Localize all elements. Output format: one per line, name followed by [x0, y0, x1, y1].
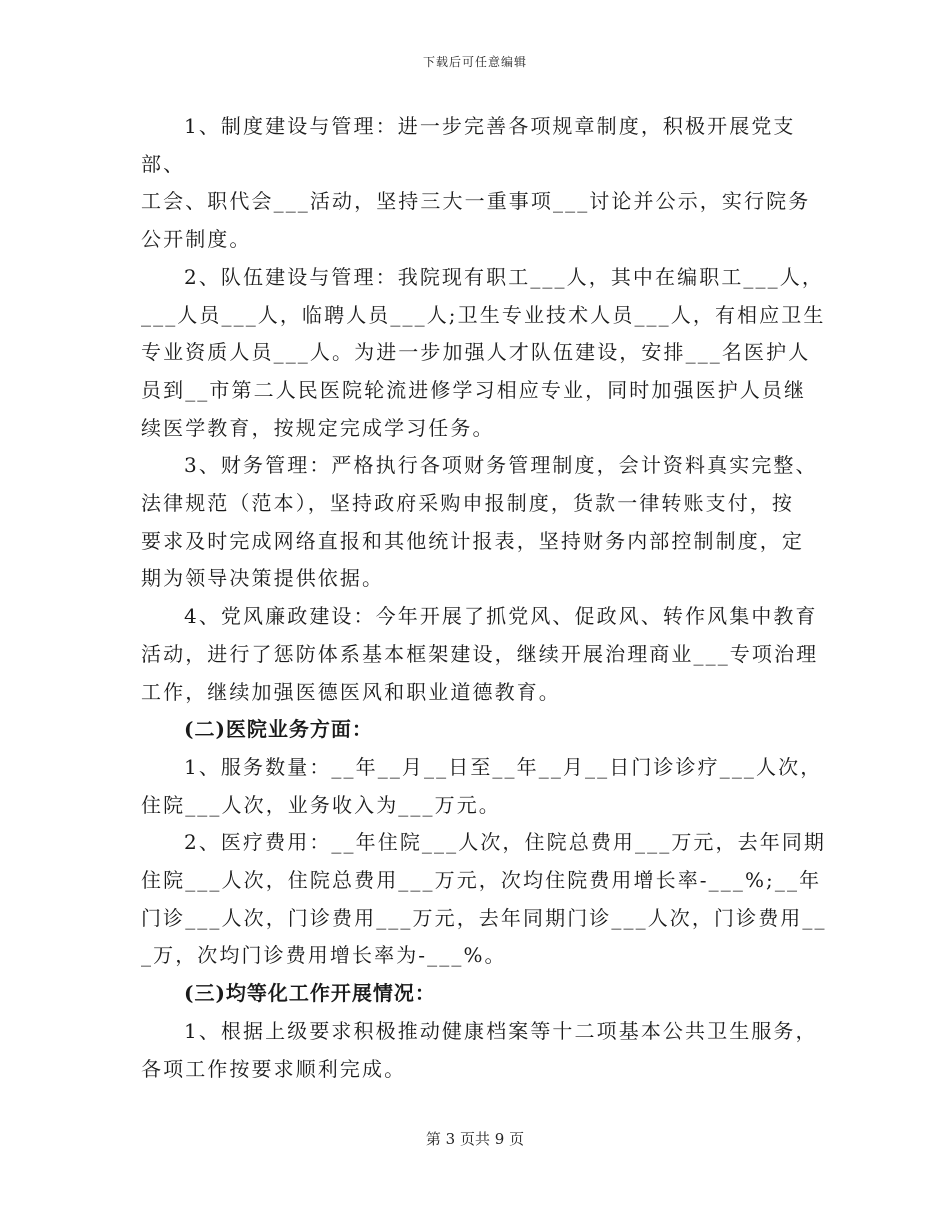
text-line: 公开制度。	[141, 227, 252, 252]
page-header: 下载后可任意编辑	[422, 55, 527, 69]
text-line: 法律规范（范本），坚持政府采购申报制度，货款一律转账支付，按	[141, 491, 794, 516]
text-line: _万，次均门诊费用增长率为-___%。	[141, 943, 507, 968]
text-line: 期为领导决策提供依据。	[141, 566, 385, 591]
text-line: 4、党风廉政建设：今年开展了抓党风、促政风、转作风集中教育	[184, 604, 818, 629]
paragraph-service-volume	[141, 749, 831, 824]
text-line: 工会、职代会___活动，坚持三大一重事项___讨论并公示，实行院务	[141, 189, 811, 214]
text-line: 续医学教育，按规定完成学习任务。	[141, 415, 495, 440]
section-heading-equalization: (三)均等化工作开展情况：	[184, 981, 436, 1006]
text-line: 各项工作按要求顺利完成。	[141, 1056, 407, 1081]
text-line: 活动，进行了惩防体系基本框架建设，继续开展治理商业___专项治理	[141, 641, 819, 666]
paragraph-system-building	[141, 108, 831, 259]
text-line: 1、根据上级要求积极推动健康档案等十二项基本公共卫生服务，	[184, 1018, 818, 1043]
paragraph-public-health	[141, 1013, 831, 1088]
text-line: 1、服务数量：__年__月__日至__年__月__日门诊诊疗___人次，	[184, 754, 823, 779]
paragraph-finance	[141, 447, 831, 598]
text-line: 3、财务管理：严格执行各项财务管理制度，会计资料真实完整、	[184, 453, 818, 478]
text-line: 1、制度建设与管理：进一步完善各项规章制度，积极开展党支部、	[141, 114, 796, 176]
text-line: 2、医疗费用：__年住院___人次，住院总费用___万元，去年同期	[184, 830, 827, 855]
document-body	[141, 108, 831, 1088]
section-heading-hospital-business: (二)医院业务方面：	[184, 717, 373, 742]
text-line: 员到__市第二人民医院轮流进修学习相应专业，同时加强医护人员继	[141, 377, 807, 402]
paragraph-medical-costs	[141, 824, 831, 975]
text-line: 住院___人次，住院总费用___万元，次均住院费用增长率-___%;__年	[141, 868, 822, 893]
text-line: ___人员___人，临聘人员___人;卫生专业技术人员___人，有相应卫生	[141, 302, 826, 327]
page-number: 第 3 页共 9 页	[425, 1130, 525, 1148]
text-line: 工作，继续加强医德医风和职业道德教育。	[141, 679, 561, 704]
paragraph-integrity	[141, 598, 831, 711]
text-line: 住院___人次，业务收入为___万元。	[141, 792, 501, 817]
text-line: 专业资质人员___人。为进一步加强人才队伍建设，安排___名医护人	[141, 340, 811, 365]
text-line: 要求及时完成网络直报和其他统计报表，坚持财务内部控制制度，定	[141, 528, 804, 553]
text-line: 门诊___人次，门诊费用___万元，去年同期门诊___人次，门诊费用__	[141, 905, 827, 930]
paragraph-team-building	[141, 259, 831, 448]
text-line: 2、队伍建设与管理：我院现有职工___人，其中在编职工___人，	[184, 264, 824, 289]
